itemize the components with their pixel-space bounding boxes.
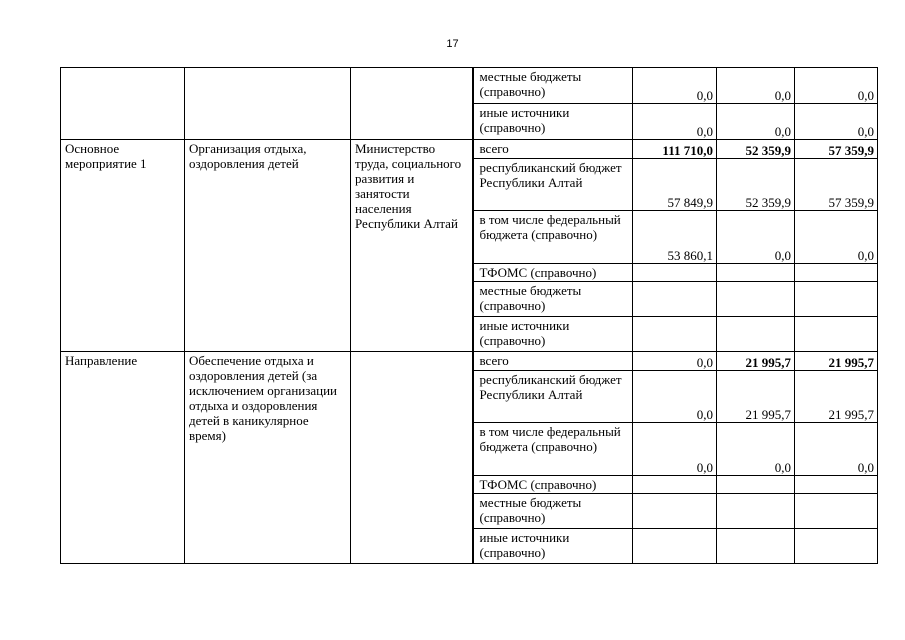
table-row	[61, 352, 878, 371]
value-cell: 21 995,7	[717, 352, 795, 371]
value-cell	[633, 476, 717, 494]
value-cell	[717, 317, 795, 352]
source-cell: всего	[473, 352, 633, 371]
value-cell: 21 995,7	[717, 371, 795, 423]
value-cell: 0,0	[717, 211, 795, 264]
value-cell: 57 849,9	[633, 159, 717, 211]
source-cell: иные источники (справочно)	[473, 104, 633, 140]
source-cell: местные бюджеты (справочно)	[473, 68, 633, 104]
value-cell	[717, 494, 795, 529]
value-cell	[633, 282, 717, 317]
source-cell: местные бюджеты (справочно)	[473, 282, 633, 317]
value-cell	[633, 529, 717, 564]
value-cell: 0,0	[633, 371, 717, 423]
value-cell: 21 995,7	[795, 371, 878, 423]
source-cell: республиканский бюджет Республики Алтай	[473, 159, 633, 211]
status-cell: Направление	[61, 352, 185, 564]
value-cell: 52 359,9	[717, 140, 795, 159]
value-cell: 0,0	[633, 68, 717, 104]
value-cell	[795, 282, 878, 317]
value-cell: 52 359,9	[717, 159, 795, 211]
value-cell	[717, 282, 795, 317]
source-cell: иные источники (справочно)	[473, 529, 633, 564]
status-cell: Основное мероприятие 1	[61, 140, 185, 352]
value-cell	[795, 264, 878, 282]
value-cell	[717, 264, 795, 282]
value-cell: 57 359,9	[795, 140, 878, 159]
source-cell: всего	[473, 140, 633, 159]
value-cell: 0,0	[795, 104, 878, 140]
source-cell: ТФОМС (справочно)	[473, 476, 633, 494]
status-cell	[61, 68, 185, 140]
value-cell: 0,0	[795, 423, 878, 476]
value-cell	[795, 476, 878, 494]
budget-table	[60, 67, 878, 564]
value-cell	[795, 317, 878, 352]
executor-cell: Министерство труда, социального развития и занятости населения Республики Алтай	[351, 140, 473, 352]
value-cell: 0,0	[795, 211, 878, 264]
value-cell: 0,0	[717, 423, 795, 476]
name-cell: Организация отдыха, оздоровления детей	[185, 140, 351, 352]
source-cell: в том числе федеральный бюджета (справочно)	[473, 423, 633, 476]
name-cell: Обеспечение отдыха и оздоровления детей (за исключением организации отдыха и оздоровления детей в каникулярное время)	[185, 352, 351, 564]
table-row	[61, 140, 878, 159]
value-cell	[717, 476, 795, 494]
executor-cell	[351, 68, 473, 140]
source-cell: республиканский бюджет Республики Алтай	[473, 371, 633, 423]
value-cell: 0,0	[633, 104, 717, 140]
value-cell	[633, 317, 717, 352]
value-cell: 0,0	[717, 104, 795, 140]
value-cell: 111 710,0	[633, 140, 717, 159]
page-number: 17	[446, 38, 459, 50]
value-cell	[795, 494, 878, 529]
table-row	[61, 68, 878, 104]
value-cell	[633, 264, 717, 282]
value-cell: 0,0	[717, 68, 795, 104]
value-cell: 53 860,1	[633, 211, 717, 264]
value-cell: 57 359,9	[795, 159, 878, 211]
source-cell: иные источники (справочно)	[473, 317, 633, 352]
executor-cell	[351, 352, 473, 564]
source-cell: в том числе федеральный бюджета (справочно)	[473, 211, 633, 264]
value-cell: 0,0	[633, 423, 717, 476]
value-cell: 0,0	[795, 68, 878, 104]
value-cell	[633, 494, 717, 529]
source-cell: ТФОМС (справочно)	[473, 264, 633, 282]
source-cell: местные бюджеты (справочно)	[473, 494, 633, 529]
value-cell: 0,0	[633, 352, 717, 371]
value-cell	[795, 529, 878, 564]
value-cell: 21 995,7	[795, 352, 878, 371]
value-cell	[717, 529, 795, 564]
name-cell	[185, 68, 351, 140]
